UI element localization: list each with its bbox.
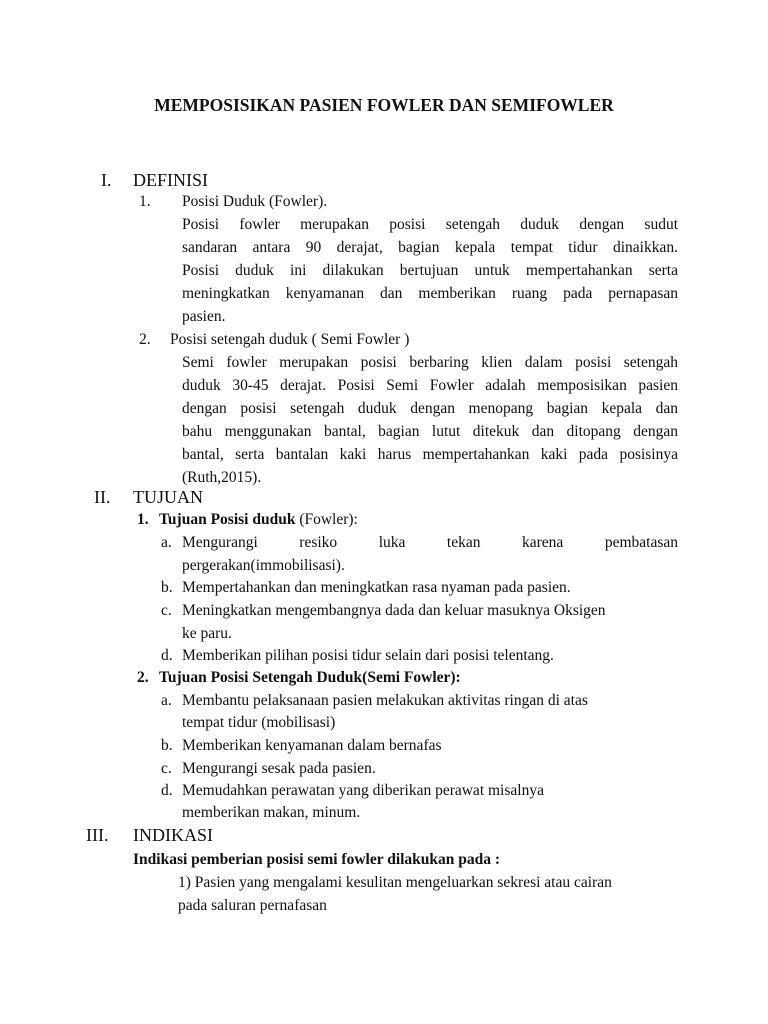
section-heading-definisi: DEFINISI (133, 170, 208, 190)
subsection-title-fowler (159, 509, 358, 531)
item-title-fowler: Posisi Duduk (Fowler). (182, 193, 328, 210)
list-letter: c. (161, 760, 172, 777)
item-number: 1. (139, 193, 151, 210)
list-item-line: tempat tidur (mobilisasi) (182, 714, 336, 731)
section-number-indikasi: III. (86, 825, 109, 845)
item-number: 2. (139, 331, 151, 348)
list-item-line: Membantu pelaksanaan pasien melakukan aktivitas ringan di atas (182, 692, 588, 709)
subsection-number: 2. (137, 669, 149, 686)
list-item-line: Mengurangi sesak pada pasien. (182, 760, 376, 777)
paragraph-line: meningkatkan kenyamanan dan memberikan ruang pada pernapasan (182, 285, 678, 302)
paragraph-line: (Ruth,2015). (182, 469, 262, 486)
subsection-title-rest: (Fowler): (295, 511, 358, 528)
list-letter: a. (161, 692, 172, 709)
paragraph-line: Semi fowler merupakan posisi berbaring klien dalam posisi setengah (182, 354, 678, 371)
indikasi-subtitle: Indikasi pemberian posisi semi fowler dilakukan pada : (133, 851, 501, 868)
paragraph-line: bantal, serta bantalan kaki harus mempertahankan kaki pada posisinya (182, 446, 678, 463)
paragraph-line: pasien. (182, 308, 226, 325)
subsection-number: 1. (137, 511, 149, 528)
paragraph-line: bahu menggunakan bantal, bagian lutut ditekuk dan ditopang dengan (182, 423, 678, 440)
list-item-line: memberikan makan, minum. (182, 804, 361, 821)
section-heading-tujuan: TUJUAN (133, 487, 203, 507)
paragraph-line: dengan posisi setengah duduk dengan menopang bagian kepala dan (182, 400, 678, 417)
list-letter: a. (161, 534, 172, 551)
section-heading-indikasi: INDIKASI (133, 825, 213, 845)
list-item-line: Mengurangi resiko luka tekan karena pembatasan (182, 534, 678, 551)
item-title-semi-fowler: Posisi setengah duduk ( Semi Fowler ) (170, 331, 410, 348)
list-letter: b. (161, 737, 173, 754)
list-letter: b. (161, 579, 173, 596)
paragraph-line: Posisi duduk ini dilakukan bertujuan untuk mempertahankan serta (182, 262, 678, 279)
list-item-line: Meningkatkan mengembangnya dada dan keluar masuknya Oksigen (182, 602, 606, 619)
list-item-line: Memberikan kenyamanan dalam bernafas (182, 737, 442, 754)
paragraph-line: duduk 30-45 derajat. Posisi Semi Fowler adalah memposisikan pasien (182, 377, 678, 394)
paragraph-line: sandaran antara 90 derajat, bagian kepala tempat tidur dinaikkan. (182, 239, 678, 256)
list-letter: d. (161, 647, 173, 664)
list-item-line: pergerakan(immobilisasi). (182, 557, 345, 574)
list-item-line: Memudahkan perawatan yang diberikan perawat misalnya (182, 782, 544, 799)
list-item-line: Mempertahankan dan meningkatkan rasa nyaman pada pasien. (182, 579, 571, 596)
paragraph-line: Posisi fowler merupakan posisi setengah duduk dengan sudut (182, 216, 678, 233)
section-number-definisi: I. (101, 170, 112, 190)
list-letter: d. (161, 782, 173, 799)
list-item-line: ke paru. (182, 625, 232, 642)
indikasi-item-line: pada saluran pernafasan (178, 897, 327, 914)
subsection-title-semi-fowler: Tujuan Posisi Setengah Duduk(Semi Fowler): (159, 669, 461, 686)
document-title: MEMPOSISIKAN PASIEN FOWLER DAN SEMIFOWLER (154, 95, 614, 115)
list-item-line: Memberikan pilihan posisi tidur selain dari posisi telentang. (182, 647, 554, 664)
indikasi-item-line: 1) Pasien yang mengalami kesulitan mengeluarkan sekresi atau cairan (178, 874, 612, 891)
list-letter: c. (161, 602, 172, 619)
subsection-title-bold: Tujuan Posisi duduk (159, 511, 296, 528)
section-number-tujuan: II. (94, 487, 111, 507)
